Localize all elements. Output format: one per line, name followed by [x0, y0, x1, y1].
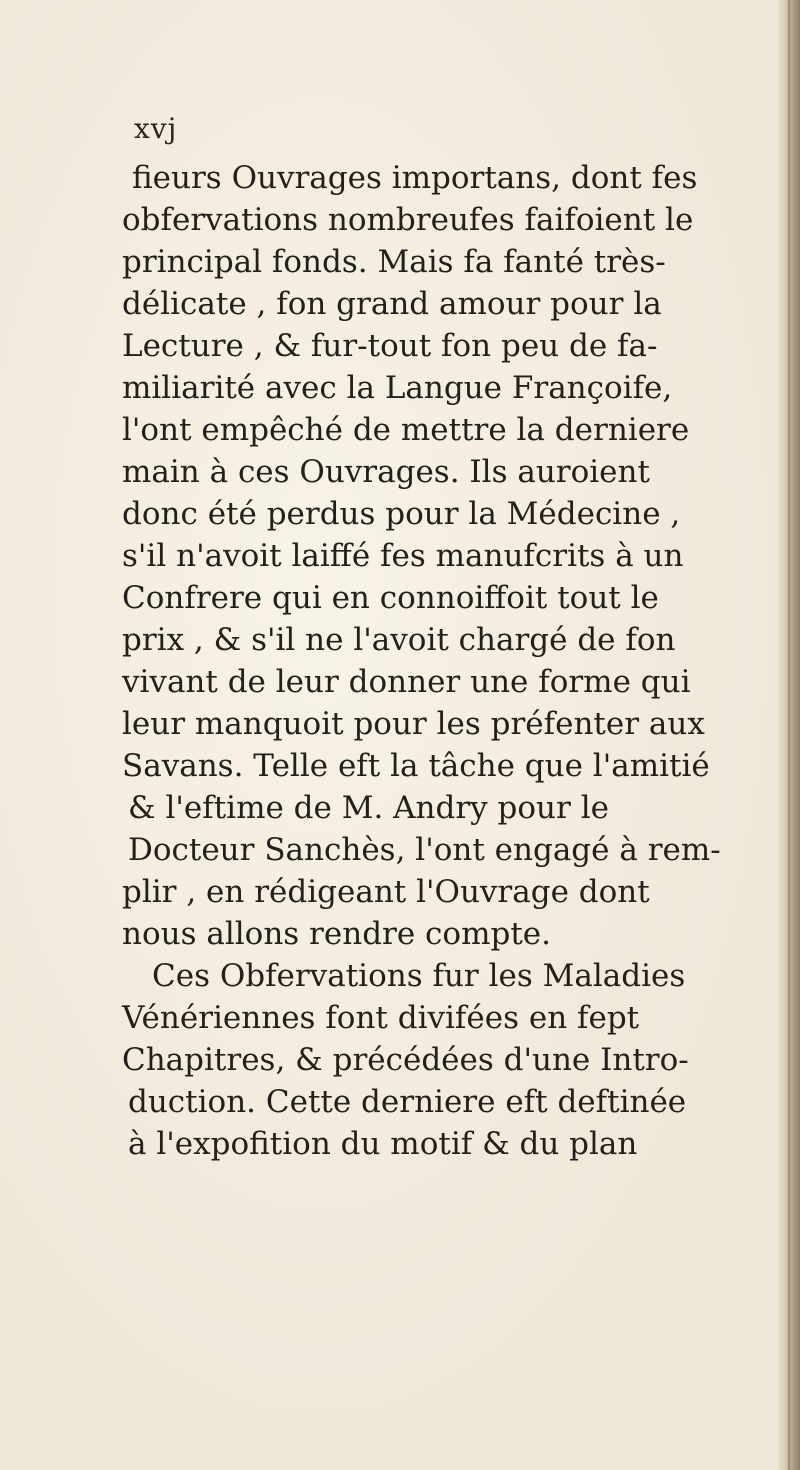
text-line-2: obfervations nombreufes faifoient le: [122, 202, 694, 238]
text-line-3: principal fonds. Mais fa fanté très-: [122, 244, 666, 280]
text-line-16: & l'eftime de M. Andry pour le: [128, 790, 609, 826]
text-line-7: l'ont empêché de mettre la derniere: [122, 412, 690, 448]
text-line-19: nous allons rendre compte.: [122, 916, 551, 952]
text-line-22: Chapitres, & précédées d'une Intro-: [122, 1042, 689, 1078]
text-line-1: fieurs Ouvrages importans, dont fes: [132, 160, 698, 196]
text-line-9: donc été perdus pour la Médecine ,: [122, 496, 681, 532]
text-line-24: à l'expofition du motif & du plan: [128, 1126, 638, 1162]
text-line-6: miliarité avec la Langue Françoife,: [122, 370, 673, 406]
text-line-14: leur manquoit pour les préfenter aux: [122, 706, 705, 742]
text-line-18: plir , en rédigeant l'Ouvrage dont: [122, 874, 650, 910]
text-line-17: Docteur Sanchès, l'ont engagé à rem-: [128, 832, 721, 868]
text-line-21: Vénériennes font divifées en fept: [122, 1000, 640, 1036]
text-line-10: s'il n'avoit laiffé fes manufcrits à un: [122, 538, 684, 574]
text-line-4: délicate , fon grand amour pour la: [122, 286, 662, 322]
text-line-23: duction. Cette derniere eft deftinée: [128, 1084, 687, 1120]
text-line-20: Ces Obfervations fur les Maladies: [152, 958, 686, 994]
text-line-8: main à ces Ouvrages. Ils auroient: [122, 454, 650, 490]
text-line-11: Confrere qui en connoiffoit tout le: [122, 580, 659, 616]
text-line-15: Savans. Telle eft la tâche que l'amitié: [122, 748, 710, 784]
page-edge-shadow: [778, 0, 800, 1470]
text-line-5: Lecture , & fur-tout fon peu de fa-: [122, 328, 658, 364]
text-line-12: prix , & s'il ne l'avoit chargé de fon: [122, 622, 676, 658]
page-number: xvj: [134, 112, 178, 145]
text-line-13: vivant de leur donner une forme qui: [122, 664, 691, 700]
